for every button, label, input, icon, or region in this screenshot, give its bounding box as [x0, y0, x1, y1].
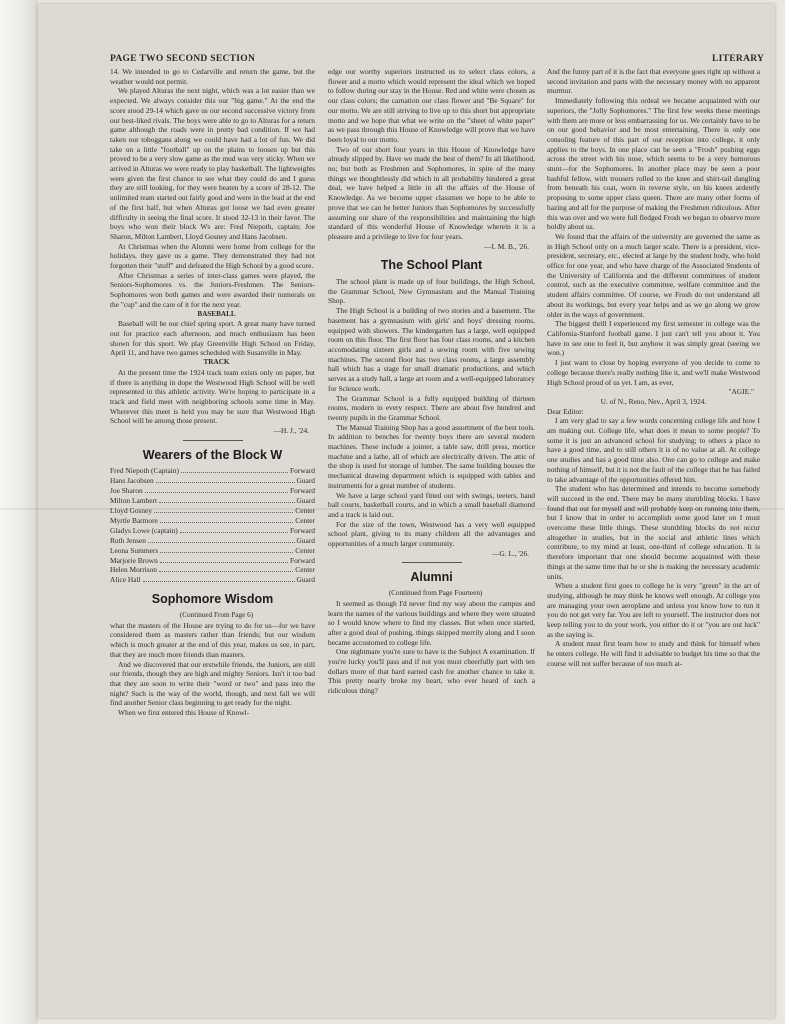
sports-signature: —H. J., '24. [273, 426, 309, 436]
plant-paragraph: We have a large school yard fitted out with swings, teeters, hand ball courts, basketball courts, and in which a small baseball diamond and a track is laid out. [328, 490, 535, 519]
leader-dots [154, 512, 293, 513]
roster-name: Helen Morrison [110, 565, 158, 575]
roster-row [110, 565, 315, 575]
leader-dots [181, 472, 288, 473]
roster-position: Guard [296, 496, 315, 506]
leader-dots [160, 552, 293, 553]
leader-dots [143, 581, 295, 582]
sports-paragraph: We played Alturas the next night, which was a lot easier than we expected. We always consider this our "big game." At the end the score stood 29-14 which gave us our second successive victory from our best-liked rivals. The boys were able to go to Alturas for a return game although the roads were in pretty bad condition. If we had taken our toboggans along we could have had a lot of fun. We did take on a little "football" up on the plains to loosen up but this proved to be a very slow game as the mud was very sticky. When we arrived in Alturas we were ready to play basketball. The lightweights were given the first chance to see what they could do and I guess they are still looking, for they were beaten by a score of 28-12. The unlimited team started out fairly good and were in the lead at the end of the first half, but when Alturas got loose we had even greater difficulty in seeing the final score. It stood 32-13 in their favor. The boys who won their block Ws are: Fred Niepoth, captain; Joe Sharon, Milton Lambert, Lloyd Gosney and Hans Jacobsen. [110, 86, 315, 241]
alumni-title: Alumni [410, 570, 453, 585]
alumni-paragraph: And the funny part of it is the fact that everyone goes right up without a second invitation and parts with the necessary money with no apparent murmur. [547, 67, 760, 96]
roster-row [110, 526, 315, 536]
leader-dots [159, 502, 295, 503]
alumni-paragraph: The biggest thrill I experienced my first semester in college was the California-Stanford football game. I just can't tell you about it. You have to see one to feel it, but anyhow it was simply great (seeing we won.) [547, 319, 760, 358]
roster-position: Forward [289, 466, 315, 476]
leader-dots [160, 522, 293, 523]
roster-position: Forward [289, 525, 315, 535]
letter-paragraph: I am very glad to say a few words concerning college life and how I am making out. College life, what does it mean to some people? To some it is just an advanced school for studying; to others a place to have a good time, and to still others it is of no value at all. At college one studies and has a good time also. One can go to college and make nothing of himself, but it is not the fault of the college that he has failed to take advantage of the opportunities offered him. [547, 416, 760, 484]
plant-signature: —G. L., '26. [491, 548, 529, 558]
column-3 [547, 67, 760, 994]
page-header-right: LITERARY [712, 54, 765, 64]
sophomore-paragraph: When we first entered this House of Knowl- [118, 708, 250, 718]
roster-name: Gladys Lowe (captain) [110, 525, 178, 535]
sophomore-wisdom-title: Sophomore Wisdom [151, 592, 274, 607]
roster-position: Guard [296, 575, 315, 585]
divider [402, 562, 462, 563]
roster-name: Ruth Jensen [110, 535, 146, 545]
letter-paragraph: The student who has determined and intends to become somebody will succeed in the end. There may be many stumbling blocks. I have found that out for myself and will probably keep on running into them, but I know that in order to accomplish some good later on I must overcome these little things. These stumbling blocks do not occur altogether in studies, but in the social and athletic lines which contribute, to my mind at least, one-third of college education. It is therefore important that one should become acquainted with these things at the same time that he or she is making the necessary academic units. [547, 484, 760, 581]
roster-row [110, 516, 315, 526]
roster-name: Leona Summers [110, 545, 159, 555]
plant-paragraph: The Grammar School is a fully equipped building of thirteen rooms, modern in every respect. There are about five hundred and twenty pupils in the Grammar School. [328, 393, 535, 422]
roster-position: Center [295, 545, 315, 555]
roster-position: Forward [289, 486, 315, 496]
plant-paragraph: The school plant is made up of four buildings, the High School, the Grammar School, New Gymnasium and the Manual Training Shop. [328, 277, 535, 306]
scan-margin [0, 0, 38, 1024]
alumni-paragraph: Immediately following this ordeal we became acquainted with our superiors, the "Jolly Sophomores." The first few weeks these meetings with them are more or less embarrassing for us. We certainly have to be on our good behavior and be most entertaining. There is only one consoling feature of this part of our reception into college, it only applies to the boys. In one place can be seen a "Frosh" pushing eggs across the street with his nose, which seems to be a very humorous stunt—for the Sophomores. In another place may be seen a poor bashful fellow, with trousers rolled to the knee and shirt-tail dangling from beneath his coat, worn in reverse style, on his knees ardently proposing to some upper class queen. There are many other forms of hazing and all for the purpose of making the Freshmen ridiculous. After this was over and we were full fledged Frosh we began to observe more boldly about us. [547, 96, 760, 232]
continued-note: (Continued From Page 6) [179, 611, 254, 619]
baseball-heading: BASEBALL [197, 309, 236, 318]
leader-dots [180, 532, 288, 533]
roster-name: Lloyd Gosney [110, 506, 153, 516]
divider [183, 440, 243, 441]
roster-name: Alice Hall [110, 575, 141, 585]
roster-name: Milton Lambert [110, 496, 158, 506]
roster-row [110, 496, 315, 506]
plant-paragraph: The Manual Training Shop has a good assortment of the best tools. In addition to benches for twenty boys there are several modern machines. These include a jointer, a table saw, drill press, mortice machine and a lathe, all of which are electrically driven. The attic of the shop is used for storage of lumber. The same building houses the mechanical drawing department which is equipped with tables and instruments for a great number of students. [328, 422, 535, 490]
sophomore-signature: —I. M. B., '26. [484, 241, 529, 251]
block-w-roster [110, 466, 315, 585]
roster-row [110, 506, 315, 516]
sophomore-paragraph: Two of our short four years in this House of Knowledge have already slipped by. Have we made the best of them? In all likelihood, no; but both as Freshmen and Sophomores, in spite of the many things we thoughtlessly did which in all probability hindered a great deal, we have helped a little in all the affairs of the House of Knowledge. As we become upper classmen we hope to be able to prove that we can be better Juniors than Sophomores by successfully assuming our share of the responsibilities and maintaining the high standard of this wonderful House of Knowledge wherein it is a pleasure and a privilege to live for four years. [328, 144, 535, 241]
roster-position: Center [295, 565, 315, 575]
sports-paragraph: 14. We intended to go to Cedarville and return the game, but the weather would not permit. [110, 67, 315, 86]
sophomore-paragraph: what the masters of the House are trying to do for us—for we have considered them as masters rather than friends; but our wisdom which is much greater at the end of this year, makes us see, in part, that they are much more friends than masters. [110, 620, 315, 659]
roster-name: Myrtle Barmore [110, 515, 158, 525]
letter-paragraph: When a student first goes to college he is very "green" in the art of studying, although he may think he knows well enough. At college you are managing your own aeroplane and unless you know how to run it you do not get very far. You are left to yourself. The instructor does not keep telling you to do your work, you either do it or "you are out luck" as the saying is. [547, 581, 760, 639]
sophomore-paragraph: And we discovered that our erstwhile friends, the Juniors, are still our friends, though they are high and mighty Seniors. Isn't it too bad that they are soon to write their "word or two" and pass into the night? Such is the way of the world, though, and next fall we will find another Senior class beginning to get ready for the night. [110, 659, 315, 708]
roster-position: Center [295, 506, 315, 516]
roster-row [110, 556, 315, 566]
roster-position: Center [295, 515, 315, 525]
continued-note: (Continued from Page Fourteen) [388, 589, 483, 598]
roster-row [110, 546, 315, 556]
letter-paragraph: A student must first learn how to study and think for himself when he enters college. He will find it advisable to budget his time so that the course will not suffer because of too much at- [547, 639, 760, 668]
column-2 [328, 67, 535, 994]
sports-paragraph: After Christmas a series of inter-class games were played, the Seniors-Sophomores vs. the Juniors-Freshmen. The Seniors-Sophomores won both games and were awarded their numerals on the "cup" and the care of it for the next year. [110, 270, 315, 309]
roster-name: Marjorie Brown [110, 555, 158, 565]
roster-row [110, 575, 315, 585]
sports-paragraph: At Christmas when the Alumni were home from college for the holidays, they gave us a game. They demonstrated they had not forgotten their "stuff" and defeated the High School by a good score. [110, 241, 315, 271]
roster-name: Joe Sharon [110, 486, 143, 496]
roster-position: Guard [296, 535, 315, 545]
roster-name: Hans Jacobsen [110, 476, 154, 486]
leader-dots [156, 482, 295, 483]
track-paragraph: At the present time the 1924 track team exists only on paper, but if there is anything in dope the Westwood High School will be well represented in this athletic activity. We're hoping to participate in a track and field meet with neighboring schools some time in May. Wherever this meet is held you may be sure that Westwood High School will be among those present. [110, 367, 315, 426]
alumni-paragraph: I just want to close by hoping everyone of you decide to come to college because there's really nothing like it, and we'll make Westwood High School proud of us yet. I am, as ever, [547, 358, 760, 387]
alumni-paragraph: We found that the affairs of the university are governed the same as in High School only on a much larger scale. There is a president, vice-president, secretary, etc., elected at large by the student body, who hold office for one year, and who have charge of the Associated Students of the University of California and the different committees of student control, such as the executive committee, welfare committee and the student affairs committee. Of course, we Frosh do not understand all about its workings, but every year helps and as we go along we grow older in the ways of government. [547, 231, 760, 319]
roster-position: Forward [289, 555, 315, 565]
roster-row [110, 466, 315, 476]
roster-name: Fred Niepoth (Captain) [110, 466, 179, 476]
block-w-title: Wearers of the Block W [142, 447, 283, 462]
roster-row [110, 476, 315, 486]
letter-salutation: Dear Editor: [547, 406, 584, 416]
leader-dots [160, 562, 288, 563]
leader-dots [145, 492, 288, 493]
alumni-paragraph: It seemed as though I'd never find my way about the campus and learn the names of the various buildings and where they were situated so I would know where to find my classes. But when once started, after a good deal of pushing, things skipped merrily along and I soon became accustomed to college life. [328, 598, 535, 647]
sophomore-paragraph: edge our worthy superiors instructed us to select class colors, a flower and a motto which would represent the ideal which we hoped to follow during our stay in the House. Red and white were chosen as our class colors; the carnation our class flower and "Be Square" for our motto. We are still striving to live up to this short but appropriate motto and we hope that what we write on the "sheet of white paper" as we pass through this House of Knowledge will prove that we have been loyal to our motto. [328, 67, 535, 144]
plant-paragraph: The High School is a building of two stories and a basement. The basement has a gymnasium with girls' and boys' dressing rooms, equipped with showers. The kindergarten has a large, well equipped room on this floor. The first floor has four class rooms, and a kitchen accomodating sixteen girls and a sewing room with five sewing machines. The second floor has two class rooms, a large assembly hall which has a stage for small dramatic productions, and which serves as a study hall, a large art room and a well-equipped laboratory for Science work. [328, 306, 535, 393]
leader-dots [159, 571, 293, 572]
roster-row [110, 486, 315, 496]
roster-position: Guard [296, 476, 315, 486]
letter-dateline: U. of N., Reno, Nev., April 3, 1924. [600, 396, 707, 406]
alumni-paragraph: One nightmare you're sure to have is the Subject A examination. If you're lucky you'll pass and if not you must cheerfully part with ten dollars more of that hard earned cash for another chance to take it. This pretty nearly broke my heart, who ever heard of such a ridiculous thing? [328, 647, 535, 696]
leader-dots [148, 542, 295, 543]
page-header-left: PAGE TWO SECOND SECTION [110, 54, 256, 64]
agie-signature: "AGIE." [728, 387, 754, 397]
baseball-paragraph: Baseball will be our chief spring sport. A great many have turned out for practice each afternoon, and much enthusiasm has been shown for this sport. We play Greenville High School on Friday, April 11, and have two games scheduled with Susanville in May. [110, 319, 315, 358]
column-1 [110, 67, 315, 994]
school-plant-title: The School Plant [380, 258, 483, 273]
roster-row [110, 536, 315, 546]
track-heading: TRACK [203, 358, 230, 367]
plant-paragraph: For the size of the town, Westwood has a very well equipped school plant, giving to its many children all the advantages and opportunities of a much larger community. [328, 519, 535, 549]
